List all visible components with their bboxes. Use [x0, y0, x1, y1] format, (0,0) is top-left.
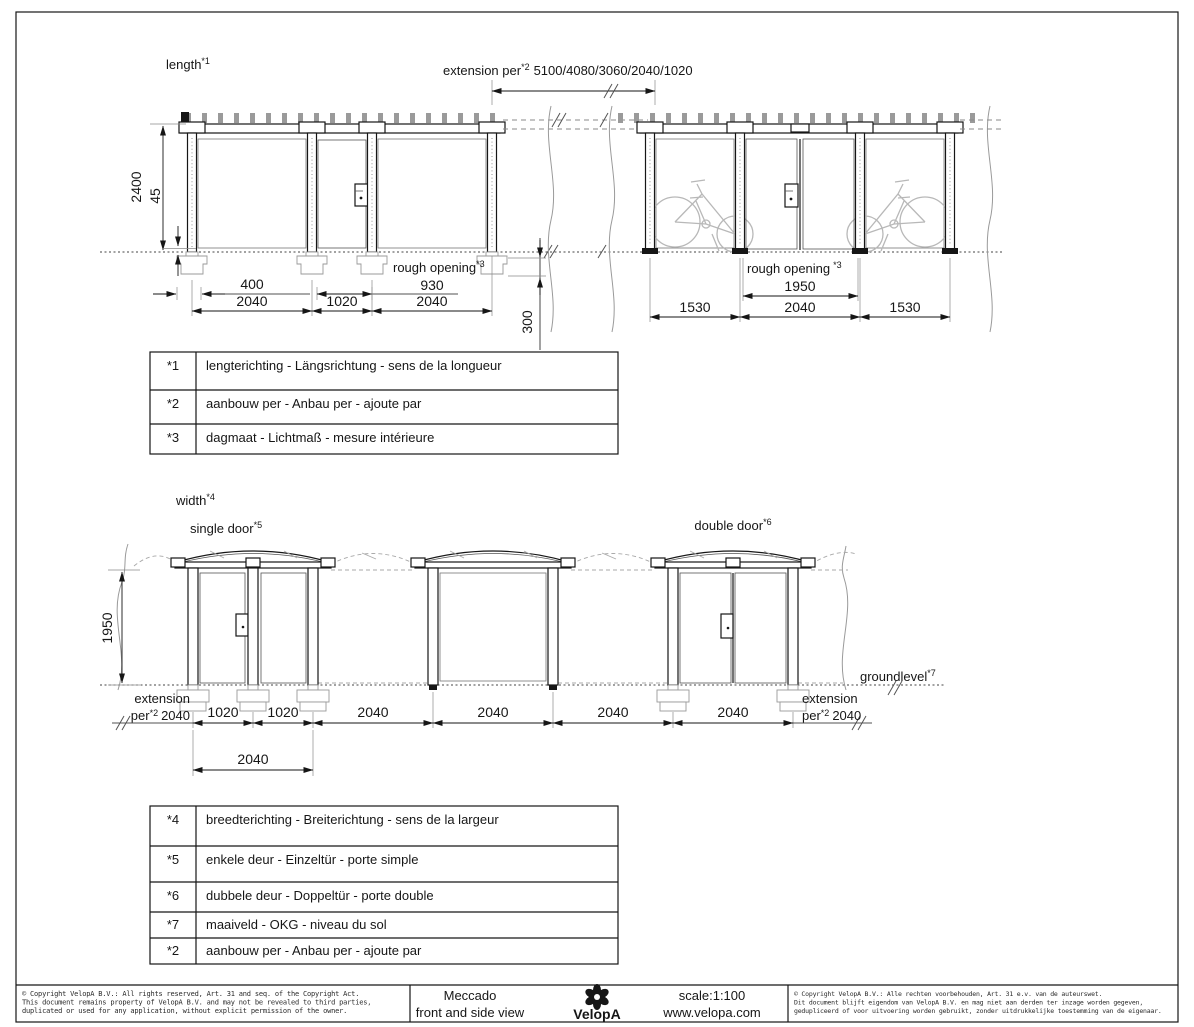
groundlevel-label: groundlevel$^{*7}$ — [860, 668, 936, 684]
svg-text:extension: extension — [134, 691, 190, 706]
copyright-en-line3: duplicated or used for any application, without explicit permission of the owner. — [22, 1007, 348, 1015]
copyright-en-line1: © Copyright VelopA B.V.: All rights reserved, Art. 31 and seq. of the Copyright Act. — [22, 990, 360, 998]
copyright-nl-line2: Dit document blijft eigendom van VelopA B.V. en mag niet aan derden ter inzage worden gegeven, — [794, 998, 1144, 1007]
dim-1530-a: 1530 — [679, 299, 711, 315]
dim-height-2400: 2400 — [128, 171, 144, 203]
legend-key: *1 — [166, 358, 180, 373]
side-height-dim — [99, 570, 140, 685]
side-module-dims — [112, 692, 872, 730]
unit-double-door — [651, 551, 815, 685]
legend-key: *2 — [166, 396, 180, 411]
single-door-label: single door$^{*5}$ — [190, 520, 263, 536]
posts — [188, 133, 497, 252]
door-lock — [721, 614, 733, 638]
dim-1950: 1950 — [784, 278, 816, 294]
double-door-label: double door$^{*6}$ — [694, 517, 772, 533]
door-lock — [236, 614, 248, 636]
legend-key: *2 — [166, 943, 180, 958]
legend-text: dubbele deur - Doppeltür - porte double — [206, 888, 434, 903]
velopa-logo-text: VelopA — [573, 1006, 621, 1022]
legend-key: *7 — [166, 917, 180, 932]
side-view-width — [99, 492, 945, 776]
view-title: front and side view — [415, 1005, 525, 1020]
length-label: length$^{*1}$ — [166, 56, 210, 72]
legend-key: *4 — [166, 812, 180, 827]
rough-opening-dim-right — [743, 258, 858, 301]
dim-930: 930 — [420, 277, 444, 293]
dim-2040-module: 2040 — [237, 751, 269, 767]
foundation-depth-dim — [508, 238, 546, 350]
front-elevation-length-view — [100, 56, 1004, 350]
dim-2040: 2040 — [784, 299, 816, 315]
foundation-width-dim — [153, 276, 310, 300]
legend-key: *5 — [166, 852, 180, 867]
rough-opening-label: rough opening$^{*3}$ — [393, 259, 485, 275]
title-block — [22, 984, 1162, 1022]
dim-2040-b: 2040 — [416, 293, 448, 309]
door-lock — [355, 184, 368, 206]
double-door-panel — [746, 139, 854, 250]
dim-1020-a: 1020 — [207, 704, 239, 720]
front-elevation-bikes-view — [618, 118, 1002, 322]
dim-1530-b: 1530 — [889, 299, 921, 315]
door-lock — [785, 184, 798, 207]
legend-key: *6 — [166, 888, 180, 903]
copyright-en-line2: This document remains property of VelopA B.V. and may not be revealed to third parties, — [22, 998, 372, 1007]
single-door-panel — [318, 140, 368, 248]
dim-2040-c: 2040 — [597, 704, 629, 720]
product-title: Meccado — [443, 988, 497, 1003]
legend-table-bottom — [150, 806, 618, 964]
dim-1950-side: 1950 — [99, 612, 115, 644]
svg-text:extension: extension — [802, 691, 858, 706]
svg-text:per*22040: per$^{*2}$ 2040 — [802, 708, 862, 723]
dim-2040-a: 2040 — [236, 293, 268, 309]
copyright-nl-line3: gedupliceerd of voor uitvoering worden gebruikt, zonder uitdrukkelijke toestemming van de eigenaar. — [794, 1007, 1162, 1015]
width-label: width$^{*4}$ — [176, 492, 215, 508]
dim-300: 300 — [519, 310, 535, 334]
extension-label: extension per$^{*2}$ 5100/4080/3060/2040/1020 — [443, 62, 693, 78]
legend-key: *3 — [166, 430, 180, 445]
unit-single-doors — [171, 551, 335, 685]
legend-text: lengterichting - Längsrichtung - sens de la longueur — [206, 358, 502, 373]
website-label: www.velopa.com — [663, 1005, 761, 1020]
extension-right-label — [802, 691, 861, 723]
dim-1020: 1020 — [326, 293, 358, 309]
legend-text: dagmaat - Lichtmaß - mesure intérieure — [206, 430, 435, 445]
legend-text: enkele deur - Einzeltür - porte simple — [206, 852, 419, 867]
rough-opening-label: rough opening $^{*3}$ — [747, 260, 842, 276]
dim-400: 400 — [240, 276, 264, 292]
scale-label: scale:1:100 — [678, 988, 746, 1003]
svg-text:per*22040: per$^{*2}$ 2040 — [130, 708, 190, 723]
dim-1020-b: 1020 — [267, 704, 299, 720]
dim-gap-45: 45 — [147, 188, 163, 204]
legend-text: aanbouw per - Anbau per - ajoute par — [206, 943, 422, 958]
legend-table-top — [150, 352, 618, 454]
double-module-dim — [193, 730, 313, 776]
dim-2040-d: 2040 — [717, 704, 749, 720]
legend-text: maaiveld - OKG - niveau du sol — [206, 917, 387, 932]
copyright-nl-line1: © Copyright VelopA B.V.: Alle rechten voorbehouden, Art. 31 e.v. van de auteurswet. — [794, 990, 1103, 998]
legend-text: breedterichting - Breiterichtung - sens de la largeur — [206, 812, 499, 827]
dim-2040-a: 2040 — [357, 704, 389, 720]
extension-dimension — [443, 62, 693, 105]
legend-text: aanbouw per - Anbau per - ajoute par — [206, 396, 422, 411]
dim-2040-b: 2040 — [477, 704, 509, 720]
unit-open — [411, 551, 575, 690]
